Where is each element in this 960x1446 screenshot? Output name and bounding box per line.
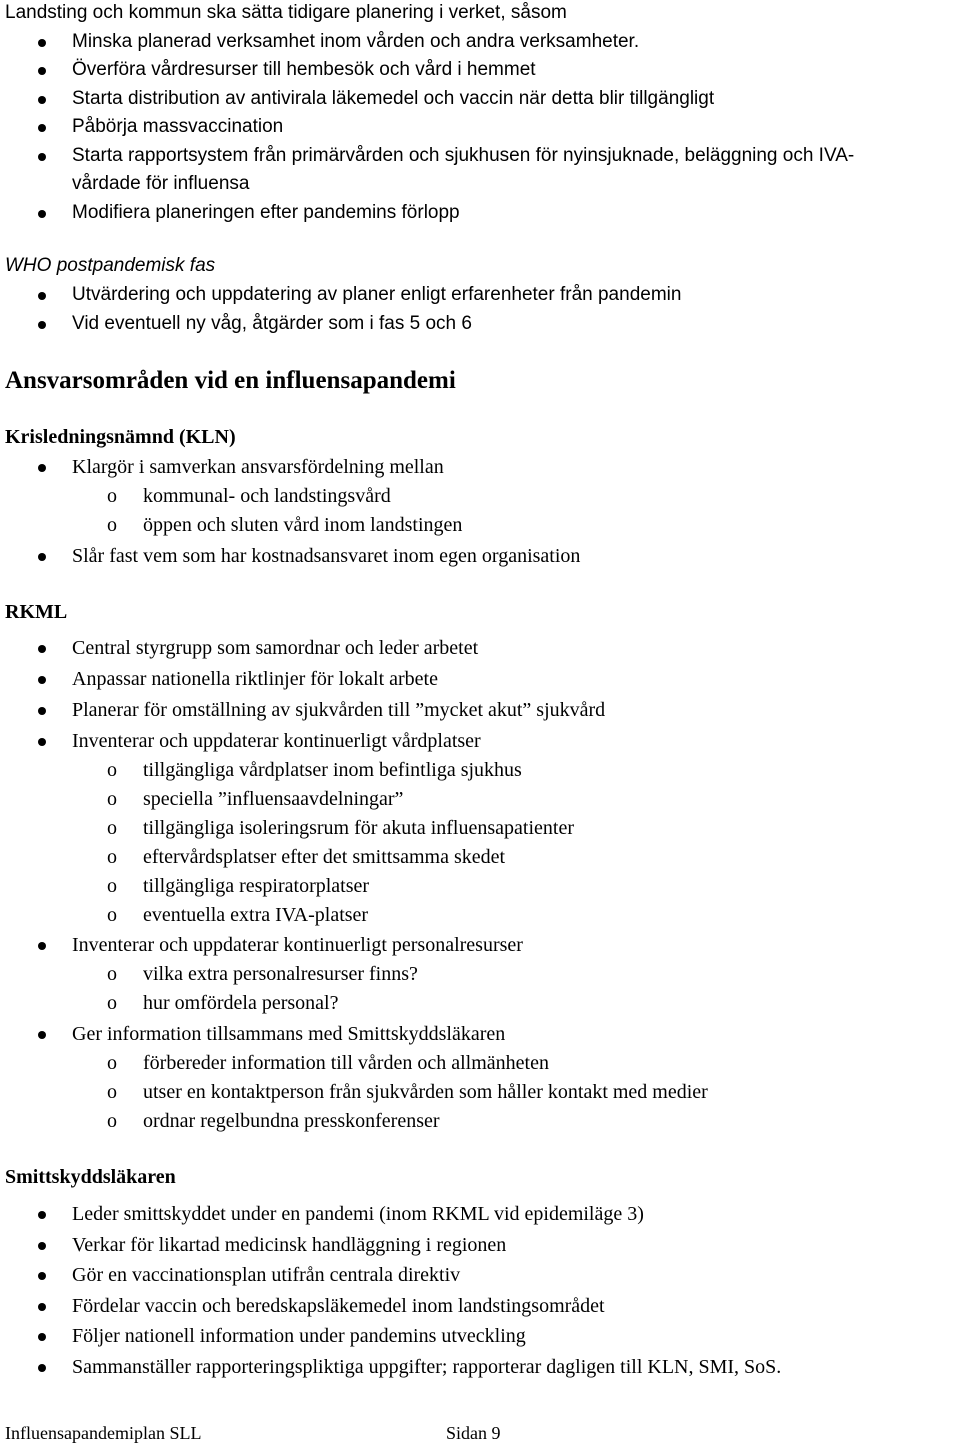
- list-item: Modifiera planeringen efter pandemins förlopp: [72, 202, 460, 223]
- bullet-dot: [38, 210, 46, 218]
- sub-list-item: vilka extra personalresurser finns?: [143, 963, 418, 985]
- rkml-heading: RKML: [5, 601, 68, 623]
- footer-doc-title: Influensapandemiplan SLL: [5, 1423, 202, 1443]
- list-item: Starta distribution av antivirala läkemedel och vaccin när detta blir tillgängligt: [72, 88, 715, 109]
- list-item: Minska planerad verksamhet inom vården och andra verksamheter.: [72, 31, 640, 52]
- bullet-dot: [38, 1211, 46, 1219]
- bullet-dot: [38, 707, 46, 715]
- bullet-dot: [38, 153, 46, 161]
- list-item: Starta rapportsystem från primärvården och sjukhusen för nyinsjuknade, beläggning och IVA-: [72, 145, 855, 166]
- sub-bullet-marker: o: [107, 759, 117, 781]
- bullet-dot: [38, 1364, 46, 1372]
- sub-bullet-marker: o: [107, 904, 117, 926]
- sub-bullet-marker: o: [107, 514, 117, 536]
- list-item: Sammanställer rapporteringspliktiga uppgifter; rapporterar dagligen till KLN, SMI, SoS.: [72, 1356, 782, 1378]
- sub-list-item: öppen och sluten vård inom landstingen: [143, 514, 463, 536]
- footer-page-number: Sidan 9: [446, 1423, 501, 1443]
- bullet-dot: [38, 67, 46, 75]
- sub-bullet-marker: o: [107, 788, 117, 810]
- bullet-dot: [38, 676, 46, 684]
- list-item: Anpassar nationella riktlinjer för lokalt arbete: [72, 668, 438, 690]
- intro-text: Landsting och kommun ska sätta tidigare planering i verket, såsom: [5, 2, 567, 23]
- bullet-dot: [38, 292, 46, 300]
- bullet-dot: [38, 1333, 46, 1341]
- list-item: Fördelar vaccin och beredskapsläkemedel inom landstingsområdet: [72, 1295, 605, 1317]
- list-item: Slår fast vem som har kostnadsansvaret inom egen organisation: [72, 545, 581, 567]
- section-title: Ansvarsområden vid en influensapandemi: [5, 367, 456, 394]
- list-item: Planerar för omställning av sjukvården till ”mycket akut” sjukvård: [72, 699, 606, 721]
- bullet-dot: [38, 738, 46, 746]
- list-item: Utvärdering och uppdatering av planer enligt erfarenheter från pandemin: [72, 284, 682, 305]
- sub-bullet-marker: o: [107, 1081, 117, 1103]
- sub-list-item: förbereder information till vården och allmänheten: [143, 1052, 549, 1074]
- bullet-dot: [38, 124, 46, 132]
- smittskydd-heading: Smittskyddsläkaren: [5, 1166, 176, 1188]
- sub-bullet-marker: o: [107, 485, 117, 507]
- sub-bullet-marker: o: [107, 1052, 117, 1074]
- sub-list-item: ordnar regelbundna presskonferenser: [143, 1110, 440, 1132]
- sub-list-item: eftervårdsplatser efter det smittsamma skedet: [143, 846, 506, 868]
- bullet-dot: [38, 1303, 46, 1311]
- bullet-dot: [38, 645, 46, 653]
- sub-list-item: eventuella extra IVA-platser: [143, 904, 369, 926]
- bullet-dot: [38, 942, 46, 950]
- kln-heading: Krisledningsnämnd (KLN): [5, 426, 236, 448]
- list-item: Central styrgrupp som samordnar och leder arbetet: [72, 637, 479, 659]
- bullet-dot: [38, 39, 46, 47]
- sub-list-item: tillgängliga isoleringsrum för akuta influensapatienter: [143, 817, 574, 839]
- sub-list-item: utser en kontaktperson från sjukvården som håller kontakt med medier: [143, 1081, 708, 1103]
- sub-list-item: kommunal- och landstingsvård: [143, 485, 391, 507]
- list-item: Följer nationell information under pandemins utveckling: [72, 1325, 526, 1347]
- sub-bullet-marker: o: [107, 875, 117, 897]
- sub-list-item: speciella ”influensaavdelningar”: [143, 788, 404, 810]
- bullet-dot: [38, 1242, 46, 1250]
- bullet-dot: [38, 1272, 46, 1280]
- sub-list-item: hur omfördela personal?: [143, 992, 339, 1014]
- list-item-continued: vårdade för influensa: [72, 173, 250, 194]
- list-item: Inventerar och uppdaterar kontinuerligt vårdplatser: [72, 730, 481, 752]
- sub-bullet-marker: o: [107, 846, 117, 868]
- sub-bullet-marker: o: [107, 817, 117, 839]
- sub-bullet-marker: o: [107, 1110, 117, 1132]
- bullet-dot: [38, 553, 46, 561]
- list-item: Överföra vårdresurser till hembesök och vård i hemmet: [72, 59, 536, 80]
- list-item: Inventerar och uppdaterar kontinuerligt personalresurser: [72, 934, 523, 956]
- list-item: Påbörja massvaccination: [72, 116, 284, 137]
- bullet-dot: [38, 321, 46, 329]
- sub-list-item: tillgängliga vårdplatser inom befintliga sjukhus: [143, 759, 522, 781]
- list-item: Klargör i samverkan ansvarsfördelning mellan: [72, 456, 444, 478]
- postpandemic-heading: WHO postpandemisk fas: [5, 255, 216, 276]
- list-item: Verkar för likartad medicinsk handläggning i regionen: [72, 1234, 507, 1256]
- list-item: Ger information tillsammans med Smittskyddsläkaren: [72, 1023, 506, 1045]
- sub-list-item: tillgängliga respiratorplatser: [143, 875, 370, 897]
- list-item: Vid eventuell ny våg, åtgärder som i fas 5 och 6: [72, 313, 472, 334]
- list-item: Leder smittskyddet under en pandemi (inom RKML vid epidemiläge 3): [72, 1203, 644, 1225]
- bullet-dot: [38, 1031, 46, 1039]
- list-item: Gör en vaccinationsplan utifrån centrala direktiv: [72, 1264, 461, 1286]
- bullet-dot: [38, 464, 46, 472]
- sub-bullet-marker: o: [107, 992, 117, 1014]
- bullet-dot: [38, 96, 46, 104]
- sub-bullet-marker: o: [107, 963, 117, 985]
